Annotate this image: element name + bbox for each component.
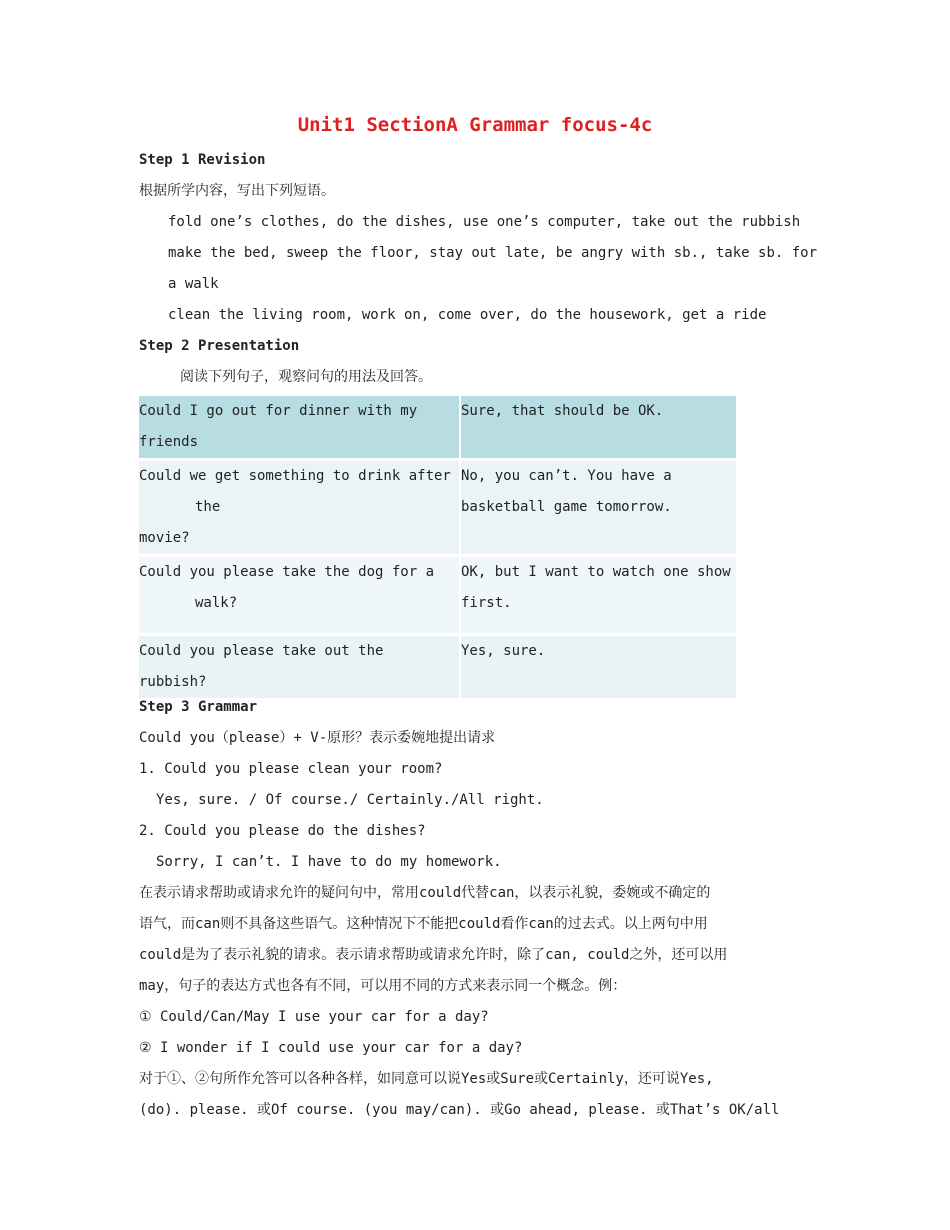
step3-heading: Step 3 Grammar — [139, 699, 258, 715]
cell-text: Sure, that should be OK. — [461, 403, 664, 419]
step1-line: fold one’s clothes, do the dishes, use one’s computer, take out the rubbish — [168, 214, 801, 230]
step1-line: a walk — [168, 276, 219, 292]
table-row — [139, 635, 736, 700]
example-sentence: ① Could/Can/May I use your car for a day? — [139, 1009, 489, 1025]
example-sentence: ② I wonder if I could use your car for a day? — [139, 1040, 523, 1056]
question-cell — [139, 396, 460, 460]
cell-text: No, you can’t. You have a — [461, 468, 672, 484]
paragraph-line: (do). please. 或Of course. (you may/can). 或Go ahead, please. 或That’s OK/all — [139, 1102, 780, 1118]
paragraph-line: could是为了表示礼貌的请求。表示请求帮助或请求允许时，除了can, could之外，还可以用 — [139, 947, 728, 963]
answer-cell — [460, 396, 736, 460]
step2-instruction: 阅读下列句子，观察问句的用法及回答。 — [180, 369, 432, 385]
sentence-table — [139, 396, 736, 701]
cell-text: the — [195, 499, 221, 515]
cell-text: Could I go out for dinner with my — [139, 403, 418, 419]
cell-text: Could you please take the dog for a — [139, 564, 435, 580]
paragraph-line: 对于①、②句所作允答可以各种各样，如同意可以说Yes或Sure或Certainly，还可说Yes, — [139, 1071, 714, 1087]
question-cell — [139, 460, 460, 556]
answer-cell — [460, 635, 736, 700]
table-row — [139, 460, 736, 556]
step1-line: make the bed, sweep the floor, stay out late, be angry with sb., take sb. for — [168, 245, 818, 261]
answer-cell — [460, 460, 736, 556]
question-cell — [139, 635, 460, 700]
cell-text: movie? — [139, 530, 190, 546]
example-question: 1. Could you please clean your room? — [139, 761, 443, 777]
cell-text: OK, but I want to watch one show — [461, 564, 731, 580]
cell-text: walk? — [195, 595, 238, 611]
cell-text: Could you please take out the rubbish? — [139, 643, 384, 690]
paragraph-line: may，句子的表达方式也各有不同，可以用不同的方式来表示同一个概念。例： — [139, 978, 627, 994]
question-cell — [139, 556, 460, 635]
page-title: Unit1 SectionA Grammar focus-4c — [297, 114, 653, 136]
paragraph-line: 在表示请求帮助或请求允许的疑问句中，常用could代替can，以表示礼貌，委婉或不确定的 — [139, 885, 711, 901]
example-answer: Yes, sure. / Of course./ Certainly./All right. — [156, 792, 544, 808]
cell-text: first. — [461, 595, 512, 611]
table-row — [139, 556, 736, 635]
answer-cell — [460, 556, 736, 635]
cell-text: Could we get something to drink after — [139, 468, 451, 484]
cell-text: friends — [139, 434, 199, 450]
cell-text: Yes, sure. — [461, 643, 546, 659]
step2-heading: Step 2 Presentation — [139, 338, 300, 354]
step1-line: clean the living room, work on, come over, do the housework, get a ride — [168, 307, 767, 323]
step1-instruction: 根据所学内容，写出下列短语。 — [139, 183, 335, 199]
table-row — [139, 396, 736, 460]
cell-text: basketball game tomorrow. — [461, 499, 672, 515]
grammar-pattern: Could you（please）+ V-原形？表示委婉地提出请求 — [139, 730, 496, 746]
paragraph-line: 语气，而can则不具备这些语气。这种情况下不能把could看作can的过去式。以上两句中用 — [139, 916, 708, 932]
example-answer: Sorry, I can’t. I have to do my homework. — [156, 854, 502, 870]
example-question: 2. Could you please do the dishes? — [139, 823, 426, 839]
step1-heading: Step 1 Revision — [139, 152, 266, 168]
